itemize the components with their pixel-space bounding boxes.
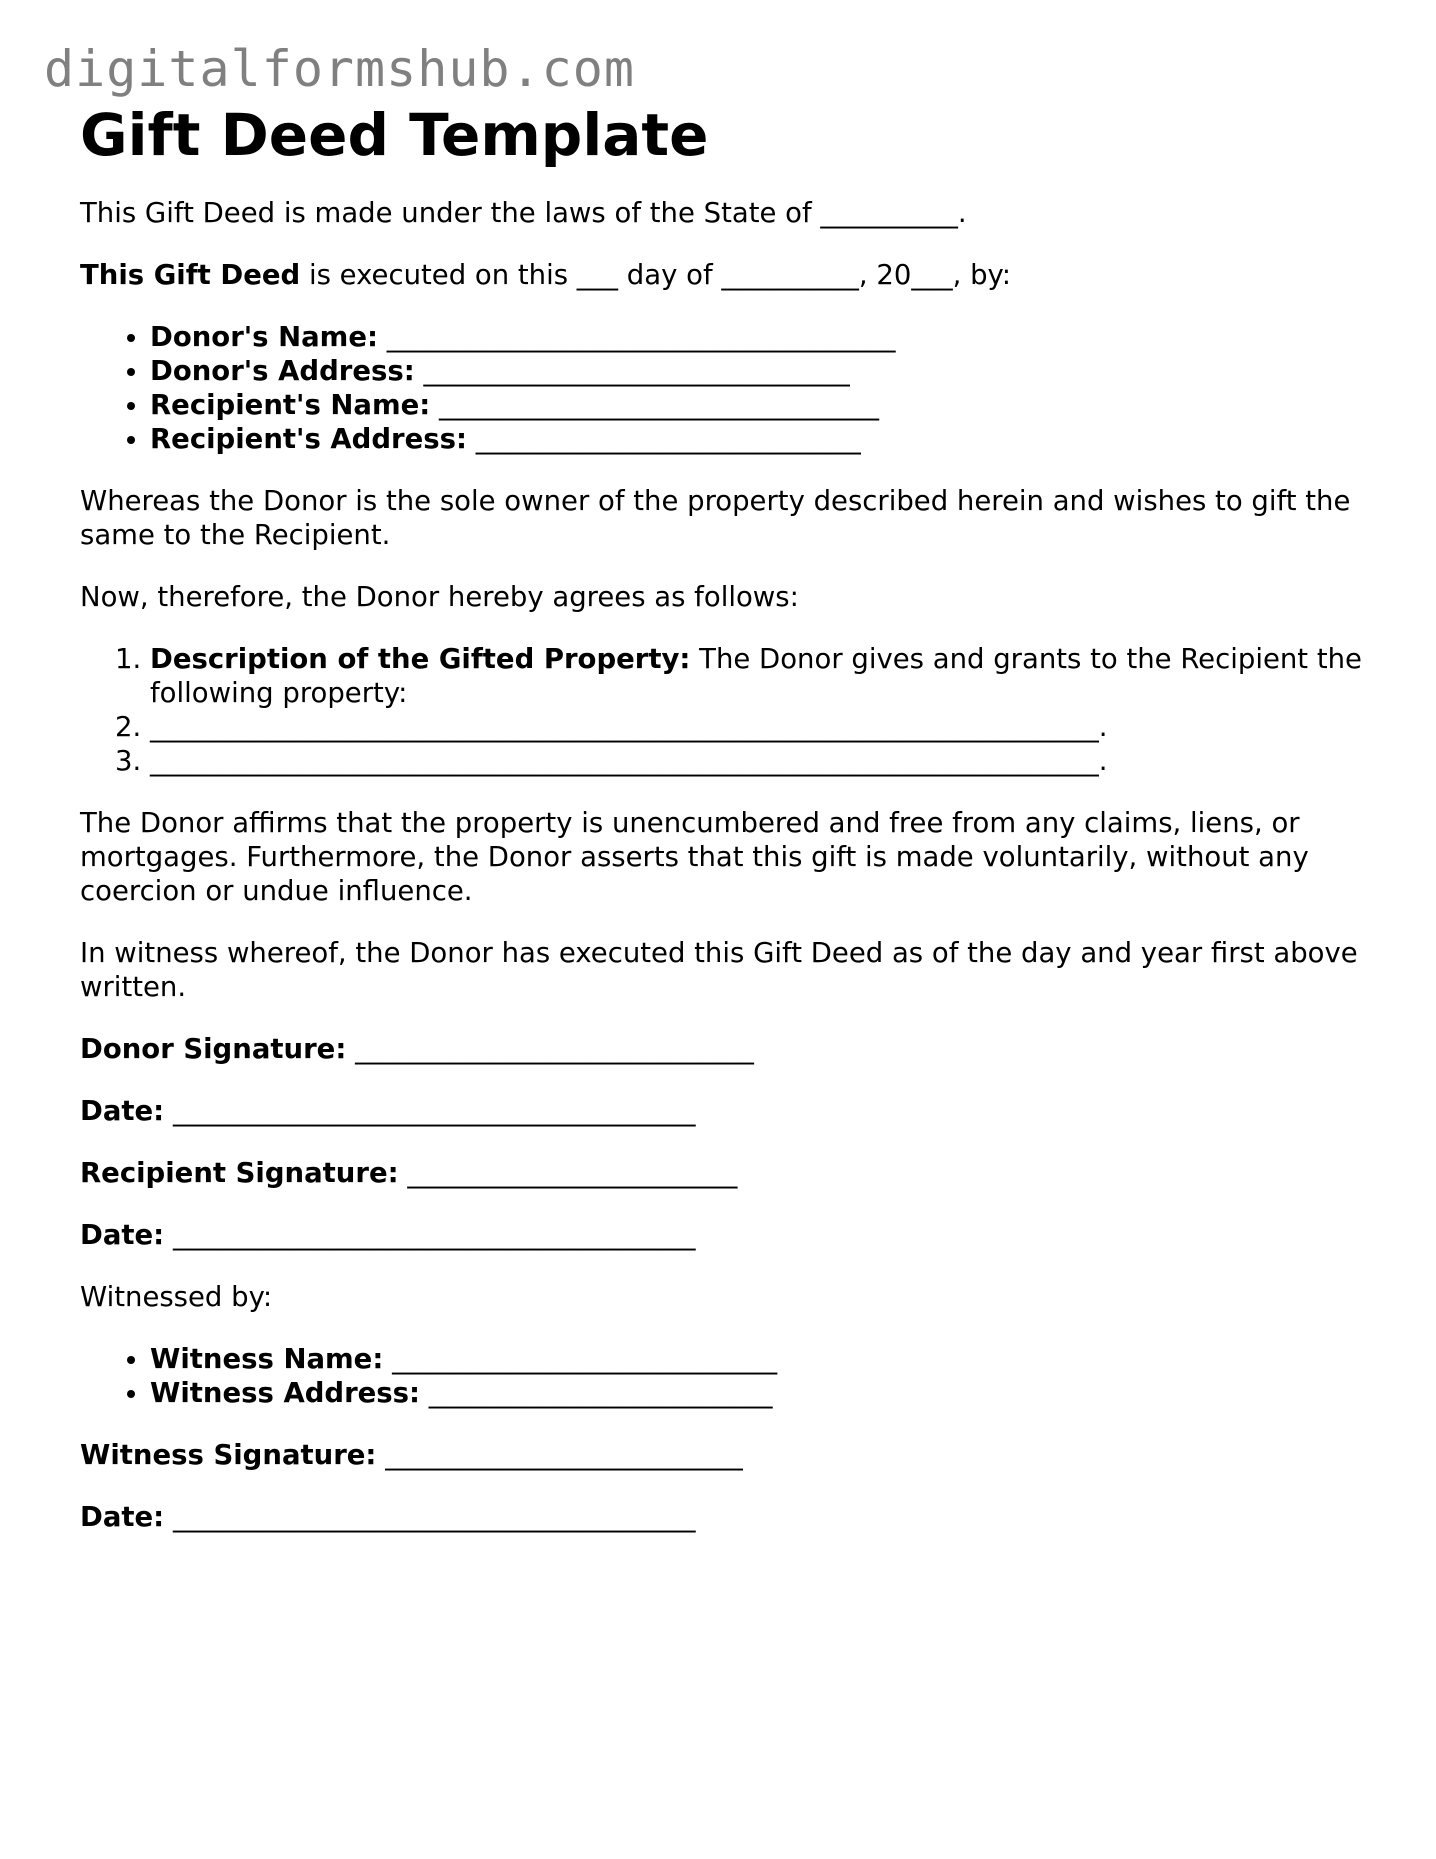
witness-signature-label: Witness Signature: — [80, 1439, 377, 1471]
property-list — [80, 642, 1370, 778]
intro-paragraph — [80, 196, 1370, 230]
witness-clause-paragraph: In witness whereof, the Donor has executed this Gift Deed as of the day and year first above written. — [80, 937, 1358, 1003]
list-item — [150, 744, 1370, 778]
witness-date-field[interactable]: ______________________________________ — [172, 1501, 696, 1533]
witness-name-label: Witness Name: — [150, 1343, 384, 1375]
list-item — [150, 1342, 1370, 1376]
property-line-3[interactable]: _____________________________________________________________________. — [150, 745, 1108, 777]
recipient-address-label: Recipient's Address: — [150, 423, 468, 455]
list-item — [150, 422, 1370, 456]
list-item — [150, 354, 1370, 388]
recipient-date-line — [80, 1218, 1370, 1252]
intro-text: This Gift Deed is made under the laws of the State of — [80, 197, 812, 229]
donor-signature-label: Donor Signature: — [80, 1033, 347, 1065]
page-title: Gift Deed Template — [80, 101, 709, 169]
witness-date-label: Date: — [80, 1501, 165, 1533]
donor-name-label: Donor's Name: — [150, 321, 378, 353]
whereas-paragraph: Whereas the Donor is the sole owner of the property described herein and wishes to gift the same to the Recipient. — [80, 485, 1351, 551]
donor-date-label: Date: — [80, 1095, 165, 1127]
recipient-name-field[interactable]: ________________________________ — [439, 389, 880, 421]
property-heading: Description of the Gifted Property: — [150, 643, 691, 675]
witness-address-field[interactable]: _________________________ — [428, 1377, 773, 1409]
donor-name-field[interactable]: _____________________________________ — [386, 321, 896, 353]
donor-signature-line — [80, 1032, 1370, 1066]
execution-bold: This Gift Deed — [80, 259, 301, 291]
parties-list — [80, 320, 1370, 456]
list-item — [150, 710, 1370, 744]
state-blank[interactable]: __________. — [820, 197, 967, 229]
recipient-signature-label: Recipient Signature: — [80, 1157, 399, 1189]
donor-date-field[interactable]: ______________________________________ — [172, 1095, 696, 1127]
property-line-2[interactable]: _____________________________________________________________________. — [150, 711, 1108, 743]
document-body — [80, 100, 1370, 1562]
affirm-paragraph: The Donor affirms that the property is unencumbered and free from any claims, liens, or mortgages. Furthermore, the Donor asserts that this gift is made voluntarily, without any coercion or undue influence. — [80, 807, 1309, 907]
witness-list — [80, 1342, 1370, 1410]
list-item — [150, 320, 1370, 354]
witnessed-by-paragraph: Witnessed by: — [80, 1281, 273, 1313]
watermark: digitalformshub.com — [44, 40, 635, 98]
witness-name-field[interactable]: ____________________________ — [392, 1343, 778, 1375]
execution-text: is executed on this ___ day of __________, 20___, by: — [308, 259, 1012, 291]
list-item — [150, 388, 1370, 422]
recipient-name-label: Recipient's Name: — [150, 389, 431, 421]
witness-address-label: Witness Address: — [150, 1377, 421, 1409]
witness-signature-field[interactable]: __________________________ — [385, 1439, 743, 1471]
recipient-signature-field[interactable]: ________________________ — [407, 1157, 738, 1189]
now-therefore-paragraph: Now, therefore, the Donor hereby agrees as follows: — [80, 581, 799, 613]
donor-address-label: Donor's Address: — [150, 355, 415, 387]
donor-signature-field[interactable]: _____________________________ — [355, 1033, 754, 1065]
list-item — [150, 1376, 1370, 1410]
witness-signature-line — [80, 1438, 1370, 1472]
witness-date-line — [80, 1500, 1370, 1534]
recipient-date-label: Date: — [80, 1219, 165, 1251]
execution-paragraph — [80, 258, 1370, 292]
donor-date-line — [80, 1094, 1370, 1128]
list-item — [150, 642, 1370, 710]
recipient-date-field[interactable]: ______________________________________ — [172, 1219, 696, 1251]
recipient-address-field[interactable]: ____________________________ — [475, 423, 861, 455]
recipient-signature-line — [80, 1156, 1370, 1190]
property-text: The Donor gives and grants to the Recipient the following property: — [150, 643, 1362, 709]
donor-address-field[interactable]: _______________________________ — [423, 355, 850, 387]
